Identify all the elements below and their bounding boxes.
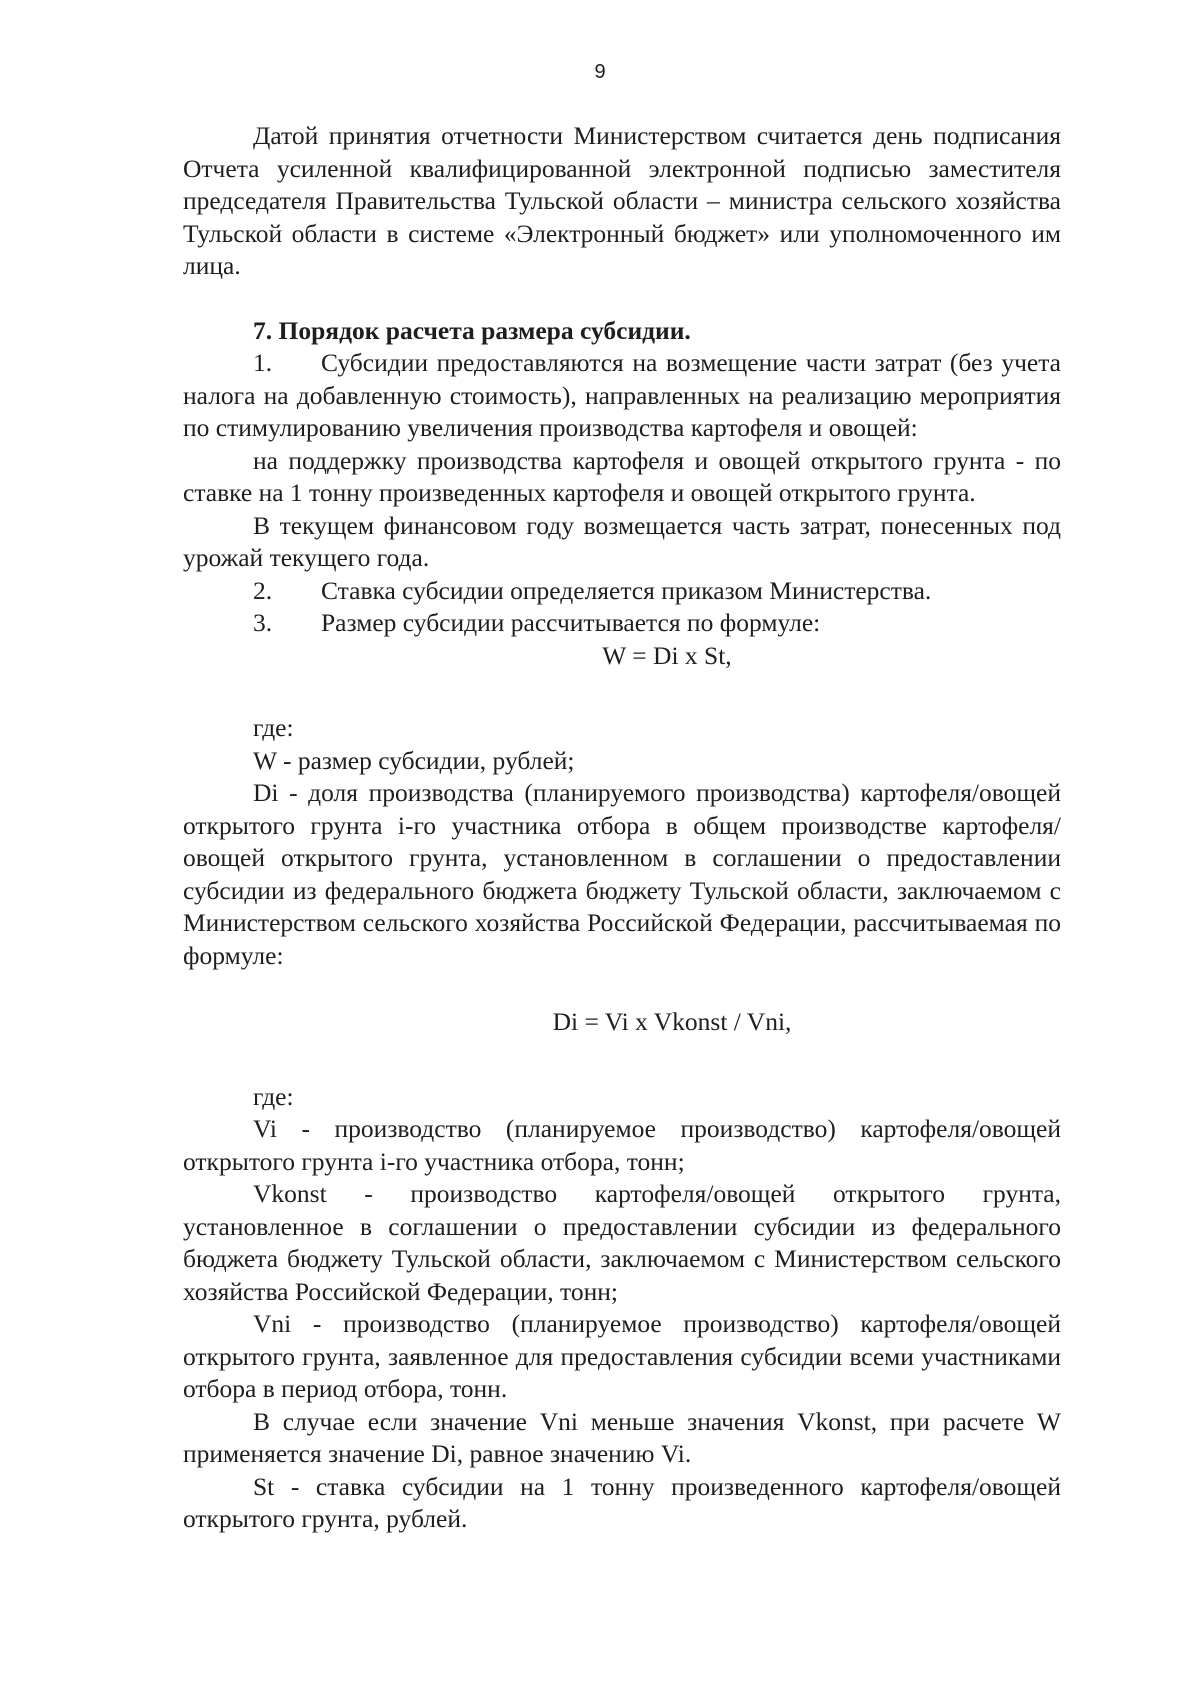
item-1-text: Субсидии предоставляются на возмещение части затрат (без учета налога на добавленную стоимость), направленных на реализацию мероприятия по стимулированию увеличения производства картофеля и овощей: <box>183 348 1061 442</box>
document-body <box>183 120 1061 1536</box>
item-2 <box>183 575 1061 608</box>
item-3-text: Размер субсидии рассчитывается по формуле: <box>321 608 821 637</box>
formula-w: W = Di x St, <box>602 640 732 670</box>
item-3 <box>183 607 1061 640</box>
intro-paragraph: Датой принятия отчетности Министерством считается день подписания Отчета усиленной квалифицированной электронной подписью заместителя председателя Правительства Тульской области – министра сельского хозяйства Тульской области в системе «Электронный бюджет» или уполномоченного им лица. <box>183 121 1061 280</box>
item-2-number: 2. <box>253 575 273 605</box>
formula-di: Di = Vi x Vkonst / Vni, <box>552 1007 792 1036</box>
case-paragraph: В случае если значение Vni меньше значения Vkonst, при расчете W применяется значение Di, равное значению Vi. <box>183 1406 1061 1468</box>
item-1-number: 1. <box>253 348 273 377</box>
definition-vni: Vni - производство (планируемое производство) картофеля/овощей открытого грунта, заявленное для предоставления субсидии всеми участниками отбора в период отбора, тонн. <box>183 1309 1061 1403</box>
support-paragraph: на поддержку производства картофеля и овощей открытого грунта - по ставке на 1 тонну произведенных картофеля и овощей открытого грунта. <box>183 445 1061 507</box>
item-1 <box>183 347 1061 445</box>
item-3-number: 3. <box>253 608 273 637</box>
definition-vkonst: Vkonst - производство картофеля/овощей открытого грунта, установленное в соглашении о предоставлении субсидии из федерального бюджета бюджету Тульской области, заключаемом с Министерством сельского хозяйства Российской Федерации, тонн; <box>183 1179 1061 1306</box>
definition-w: W - размер субсидии, рублей; <box>253 745 575 775</box>
section-heading: 7. Порядок расчета размера субсидии. <box>253 315 691 345</box>
definition-vi: Vi - производство (планируемое производство) картофеля/овощей открытого грунта i-го участника отбора, тонн; <box>183 1114 1061 1176</box>
where-label-1: где: <box>253 713 294 742</box>
current-year-paragraph: В текущем финансовом году возмещается часть затрат, понесенных под урожай текущего года. <box>183 510 1061 572</box>
where-label-2: где: <box>253 1081 294 1111</box>
page-number: 9 <box>594 61 606 83</box>
item-2-text: Ставка субсидии определяется приказом Министерства. <box>321 575 932 605</box>
definition-di: Di - доля производства (планируемого производства) картофеля/овощей открытого грунта i-го участника отбора в общем производстве картофеля/овощей открытого грунта, установленном в соглашении о предоставлении субсидии из федерального бюджета бюджету Тульской области, заключаемом с Министерством сельского хозяйства Российской Федерации, рассчитываемая по формуле: <box>183 778 1061 970</box>
definition-st: St - ставка субсидии на 1 тонну произведенного картофеля/овощей открытого грунта, рублей. <box>183 1471 1061 1533</box>
